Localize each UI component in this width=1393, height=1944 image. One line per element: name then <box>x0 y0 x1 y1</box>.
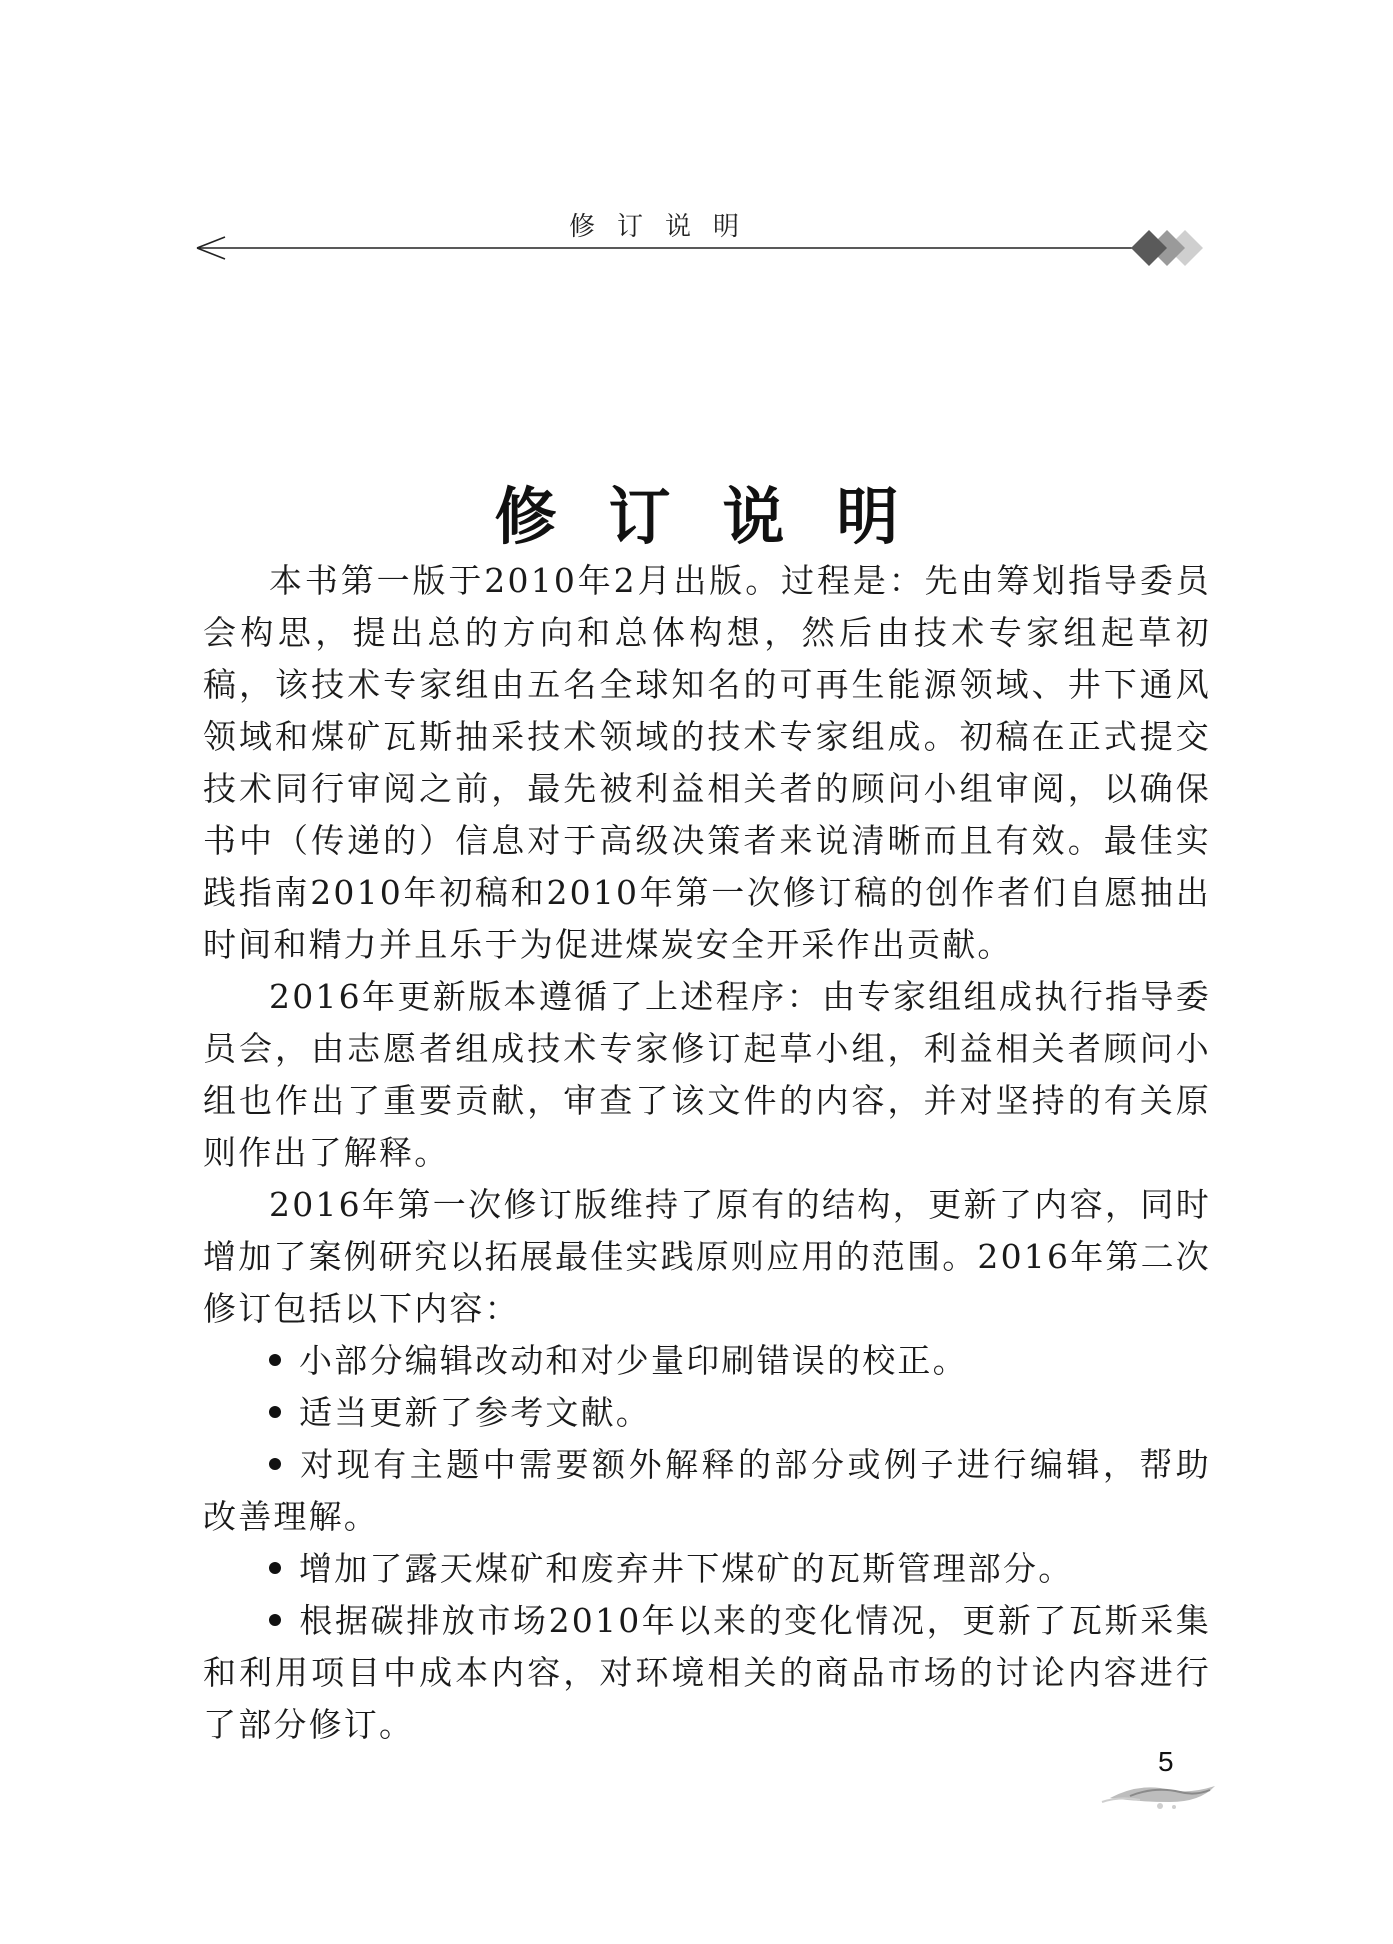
list-item: 适当更新了参考文献。 <box>203 1387 1211 1439</box>
page-number: 5 <box>1158 1746 1174 1777</box>
bullet-icon <box>269 1354 281 1366</box>
paragraph-2016-revision: 2016年第一次修订版维持了原有的结构，更新了内容，同时增加了案例研究以拓展最佳实践原则应用的范围。2016年第二次修订包括以下内容： <box>203 1185 1211 1328</box>
list-item: 根据碳排放市场2010年以来的变化情况，更新了瓦斯采集和利用项目中成本内容，对环境相关的商品市场的讨论内容进行了部分修订。 <box>203 1601 1211 1744</box>
bullet-icon <box>269 1458 281 1470</box>
paragraph-2016-update: 2016年更新版本遵循了上述程序：由专家组组成执行指导委员会，由志愿者组成技术专家修订起草小组，利益相关者顾问小组也作出了重要贡献，审查了该文件的内容，并对坚持的有关原则作出了解释。 <box>203 977 1211 1172</box>
header-rule-ornament <box>195 222 1215 272</box>
list-item: 增加了露天煤矿和废弃井下煤矿的瓦斯管理部分。 <box>203 1543 1211 1595</box>
diamond-cluster-icon <box>1131 230 1203 266</box>
bullet-icon <box>269 1614 281 1626</box>
running-title: 修订说明 <box>568 212 761 242</box>
page-title: 修订说明 <box>494 479 951 553</box>
wave-ornament-icon <box>1100 1772 1220 1812</box>
arrow-left-icon <box>197 237 1155 259</box>
list-item: 对现有主题中需要额外解释的部分或例子进行编辑，帮助改善理解。 <box>203 1445 1211 1536</box>
bullet-icon <box>269 1562 281 1574</box>
revision-list <box>203 1335 1211 1751</box>
running-header <box>195 200 1215 270</box>
paragraph-first-edition: 本书第一版于2010年2月出版。过程是：先由筹划指导委员会构思，提出总的方向和总体构想，然后由技术专家组起草初稿，该技术专家组由五名全球知名的可再生能源领域、井下通风领域和煤矿瓦斯抽采技术领域的技术专家组成。初稿在正式提交技术同行审阅之前，最先被利益相关者的顾问小组审阅，以确保书中（传递的）信息对于高级决策者来说清晰而且有效。最佳实践指南2010年初稿和2010年第一次修订稿的创作者们自愿抽出时间和精力并且乐于为促进煤炭安全开采作出贡献。 <box>203 561 1211 964</box>
body-text <box>203 555 1211 1751</box>
bullet-icon <box>269 1406 281 1418</box>
list-item: 小部分编辑改动和对少量印刷错误的校正。 <box>203 1335 1211 1387</box>
